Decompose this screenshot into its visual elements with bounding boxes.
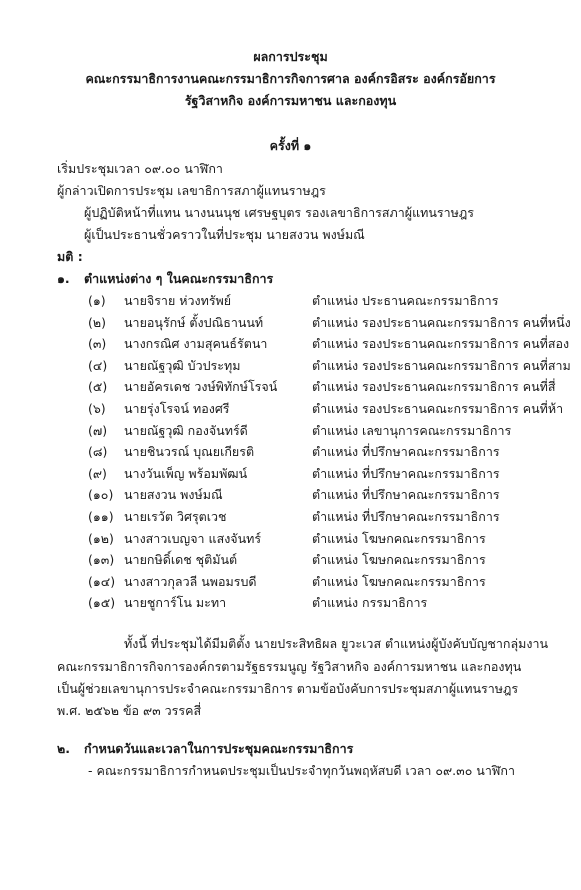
member-position: ที่ปรึกษาคณะกรรมาธิการ [362,465,500,481]
member-position-label: ตำแหน่ง [312,487,359,503]
member-position-label: ตำแหน่ง [312,595,359,611]
member-position: เลขานุการคณะกรรมาธิการ [362,422,512,438]
section-2-item: - คณะกรรมาธิการกำหนดประชุมเป็นประจำทุกวันพฤหัสบดี เวลา ๐๙.๓๐ นาฬิกา [88,763,515,778]
resolution-label: มติ : [57,249,83,264]
member-name: นางวันเพ็ญ พร้อมพัฒน์ [124,465,248,481]
temporary-chair: ผู้เป็นประธานชั่วคราวในที่ประชุม นายสงวน พงษ์มณี [84,227,365,242]
member-position: รองประธานคณะกรรมาธิการ คนที่หนึ่ง [362,314,571,330]
member-number: (๑๓) [88,552,115,568]
member-number: (๑๑) [88,509,114,524]
member-name: นายเรวัต วิศรุตเวช [124,509,227,524]
member-position-label: ตำแหน่ง [312,314,359,330]
member-name: นางสาวเบญจา แสงจันทร์ [124,530,262,546]
member-name: นายกษิดิ์เดช ชุติมันต์ [124,552,238,568]
member-number: (๖) [88,401,106,416]
meeting-opener: ผู้กล่าวเปิดการประชุม เลขาธิการสภาผู้แทนราษฎร [57,183,326,198]
member-position-label: ตำแหน่ง [312,401,359,416]
member-number: (๑๒) [88,530,114,546]
member-name: นายอัครเดช วงษ์พิทักษ์โรจน์ [124,379,278,395]
session-number: ครั้งที่ ๑ [269,138,312,153]
member-position: ที่ปรึกษาคณะกรรมาธิการ [362,509,500,524]
member-number: (๑๐) [88,487,114,503]
member-name: นายสงวน พงษ์มณี [124,487,223,503]
member-position-label: ตำแหน่ง [312,357,359,373]
member-position: รองประธานคณะกรรมาธิการ คนที่สี่ [362,379,556,395]
member-position: ที่ปรึกษาคณะกรรมาธิการ [362,444,500,460]
member-name: นายจิราย ห่วงทรัพย์ [124,293,232,308]
member-position: โฆษกคณะกรรมาธิการ [362,552,486,568]
member-position-label: ตำแหน่ง [312,509,359,524]
member-name: นายชินวรณ์ บุณยเกียรติ [124,444,255,460]
member-number: (๑) [88,293,106,308]
acting-official: ผู้ปฏิบัติหน้าที่แทน นางนนนุช เศรษฐบุตร รองเลขาธิการสภาผู้แทนราษฎร [84,205,475,220]
member-position: รองประธานคณะกรรมาธิการ คนที่สาม [362,357,571,373]
member-number: (๔) [88,357,108,373]
member-position: กรรมาธิการ [362,595,428,611]
member-name: นางสาวกุลวลี นพอมรบดี [124,573,257,589]
member-position: ประธานคณะกรรมาธิการ [362,293,499,308]
section-1-number: ๑. [57,271,70,286]
member-position: รองประธานคณะกรรมาธิการ คนที่สอง [362,336,570,352]
member-name: นายอนุรักษ์ ตั้งปณิธานนท์ [124,314,264,330]
member-position: โฆษกคณะกรรมาธิการ [362,573,486,589]
member-number: (๙) [88,465,107,481]
member-number: (๑๔) [88,573,116,589]
note-line-1: ทั้งนี้ ที่ประชุมได้มีมติตั้ง นายประสิทธิผล ยูวะเวส ตำแหน่งผู้บังคับบัญชากลุ่มงาน [124,636,549,651]
member-number: (๓) [88,336,107,352]
header-line-2: คณะกรรมาธิการงานคณะกรรมาธิการกิจการศาล องค์กรอิสระ องค์กรอัยการ [85,71,496,86]
member-position-label: ตำแหน่ง [312,336,359,352]
member-position-label: ตำแหน่ง [312,422,359,438]
member-name: นายณัฐวุฒิ บัวประทุม [124,357,241,373]
member-name: นางกรณิศ งามสุคนธ์รัตนา [124,336,268,352]
header-line-1: ผลการประชุม [253,49,328,64]
member-number: (๑๕) [88,595,116,611]
note-line-3: เป็นผู้ช่วยเลขานุการประจำคณะกรรมาธิการ ตามข้อบังคับการประชุมสภาผู้แทนราษฎร [57,681,519,696]
header-line-3: รัฐวิสาหกิจ องค์การมหาชน และกองทุน [184,93,397,108]
note-line-2: คณะกรรมาธิการกิจการองค์กรตามรัฐธรรมนูญ รัฐวิสาหกิจ องค์การมหาชน และกองทุน [57,659,522,674]
section-1-title: ตำแหน่งต่าง ๆ ในคณะกรรมาธิการ [84,271,274,286]
note-line-4: พ.ศ. ๒๕๖๒ ข้อ ๙๓ วรรคสี่ [57,703,202,718]
member-position: โฆษกคณะกรรมาธิการ [362,530,486,546]
section-2-number: ๒. [57,741,70,756]
member-position-label: ตำแหน่ง [312,379,359,395]
member-name: นายรุ่งโรจน์ ทองศรี [124,401,230,416]
section-2-title: กำหนดวันและเวลาในการประชุมคณะกรรมาธิการ [84,741,354,756]
member-name: นายชูการ์โน มะทา [124,595,227,611]
member-number: (๒) [88,314,106,330]
member-position-label: ตำแหน่ง [312,552,359,568]
member-position-label: ตำแหน่ง [312,530,359,546]
member-number: (๗) [88,422,108,438]
meeting-start: เริ่มประชุมเวลา ๐๙.๐๐ นาฬิกา [57,161,223,176]
member-position-label: ตำแหน่ง [312,465,359,481]
member-position-label: ตำแหน่ง [312,293,359,308]
member-position: รองประธานคณะกรรมาธิการ คนที่ห้า [362,401,564,416]
member-number: (๕) [88,379,108,395]
member-position: ที่ปรึกษาคณะกรรมาธิการ [362,487,500,503]
member-position-label: ตำแหน่ง [312,573,359,589]
member-number: (๘) [88,444,108,460]
member-name: นายณัฐวุฒิ กองจันทร์ดี [124,422,248,438]
member-position-label: ตำแหน่ง [312,444,359,460]
